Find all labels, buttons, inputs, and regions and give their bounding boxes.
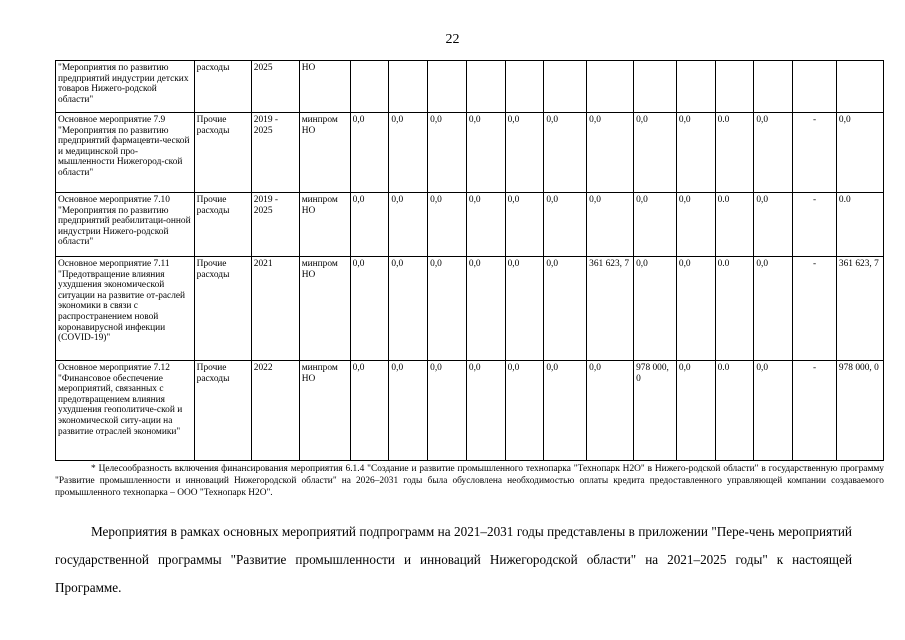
value-cell [466,61,505,113]
value-cell [389,61,428,113]
value-cell: 0,0 [350,113,389,193]
value-cell: 0,0 [544,361,587,461]
value-cell: 0,0 [544,193,587,257]
value-cell: 0.0 [836,193,883,257]
value-cell: 0,0 [505,113,544,193]
value-cell: 0,0 [350,257,389,361]
expense-type-cell: Прочие расходы [194,193,251,257]
page-number: 22 [445,32,460,47]
value-cell: 0,0 [587,193,634,257]
value-cell: 0,0 [428,361,467,461]
value-cell: - [793,113,837,193]
value-cell: 978 000, 0 [634,361,677,461]
value-cell: 0,0 [428,193,467,257]
value-cell: 0,0 [466,193,505,257]
value-cell: 0,0 [676,113,715,193]
value-cell: 0,0 [676,361,715,461]
value-cell: 0,0 [505,193,544,257]
value-cell: 0.0 [715,257,754,361]
activity-name-cell: Основное мероприятие 7.9 "Мероприятия по развитию предприятий фармацевти-ческой и медицинской про-мышленности Нижегород-ской области" [56,113,195,193]
value-cell: 0,0 [389,193,428,257]
table-row [56,361,884,461]
expense-type-cell: Прочие расходы [194,113,251,193]
value-cell: - [793,257,837,361]
value-cell: 361 623, 7 [587,257,634,361]
body-paragraph: Мероприятия в рамках основных мероприятий подпрограмм на 2021–2031 годы представлены в приложении "Пере-чень мероприятий государственной программы "Развитие промышленности и инноваций Нижегородской области" на 2021–2025 годы" к настоящей Программе. [55,524,852,595]
value-cell: 0,0 [754,257,793,361]
value-cell: 0,0 [350,361,389,461]
value-cell: 0.0 [715,113,754,193]
value-cell: 0,0 [587,361,634,461]
value-cell: 0,0 [466,257,505,361]
value-cell: 0,0 [676,257,715,361]
executor-cell: НО [299,61,350,113]
value-cell: 0,0 [505,257,544,361]
years-cell: 2019 - 2025 [251,193,299,257]
value-cell: 361 623, 7 [836,257,883,361]
value-cell: 0,0 [544,113,587,193]
value-cell: 0,0 [466,361,505,461]
activity-name-cell: "Мероприятия по развитию предприятий индустрии детских товаров Нижего-родской области" [56,61,195,113]
value-cell [350,61,389,113]
value-cell [676,61,715,113]
value-cell: 0,0 [634,257,677,361]
value-cell: 0,0 [350,193,389,257]
budget-table [55,60,884,461]
value-cell [428,61,467,113]
value-cell: 0,0 [836,113,883,193]
value-cell: 0,0 [587,113,634,193]
years-cell: 2025 [251,61,299,113]
years-cell: 2021 [251,257,299,361]
expense-type-cell: расходы [194,61,251,113]
executor-cell: минпром НО [299,113,350,193]
activity-name-cell: Основное мероприятие 7.10 "Мероприятия по развитию предприятий реабилитаци-онной индустрии Нижего-родской области" [56,193,195,257]
value-cell: 0,0 [428,257,467,361]
value-cell: 0,0 [389,257,428,361]
years-cell: 2019 - 2025 [251,113,299,193]
table-row [56,257,884,361]
value-cell: 0.0 [715,361,754,461]
value-cell [754,61,793,113]
value-cell: 0,0 [505,361,544,461]
value-cell [634,61,677,113]
value-cell: 0,0 [634,113,677,193]
executor-cell: минпром НО [299,257,350,361]
value-cell: 0,0 [389,361,428,461]
value-cell: 0,0 [466,113,505,193]
value-cell: 0,0 [428,113,467,193]
value-cell: 0,0 [754,113,793,193]
table-row [56,193,884,257]
value-cell [544,61,587,113]
value-cell [836,61,883,113]
value-cell: - [793,193,837,257]
footnote: * Целесообразность включения финансирования мероприятия 6.1.4 "Создание и развитие промышленного технопарка "Технопарк Н2О" в Нижего-родской области" в государственную программу "Развитие промышленности и инноваций Нижегородской области" на 2026–2031 годы была обусловлена необходимостью оплаты кредита предоставленного управляющей компании создаваемого промышленного технопарка – ООО "Технопарк Н2О". [55,464,884,498]
years-cell: 2022 [251,361,299,461]
value-cell [715,61,754,113]
value-cell: 0,0 [544,257,587,361]
table-row [56,61,884,113]
value-cell: 978 000, 0 [836,361,883,461]
value-cell: 0,0 [754,361,793,461]
executor-cell: минпром НО [299,361,350,461]
executor-cell: минпром НО [299,193,350,257]
value-cell: 0.0 [715,193,754,257]
expense-type-cell: Прочие расходы [194,361,251,461]
value-cell [505,61,544,113]
table-row [56,113,884,193]
value-cell: 0,0 [754,193,793,257]
value-cell: 0,0 [676,193,715,257]
value-cell: 0,0 [634,193,677,257]
activity-name-cell: Основное мероприятие 7.11 "Предотвращение влияния ухудшения экономической ситуации на развитие от-раслей экономики в связи с распространением новой коронавирусной инфекции (COVID-19)" [56,257,195,361]
expense-type-cell: Прочие расходы [194,257,251,361]
activity-name-cell: Основное мероприятие 7.12 "Финансовое обеспечение мероприятий, связанных с предотвращением влияния ухудшения геополитиче-ской и экономической ситу-ации на развитие отраслей экономики" [56,361,195,461]
value-cell: 0,0 [389,113,428,193]
value-cell: - [793,361,837,461]
value-cell [793,61,837,113]
value-cell [587,61,634,113]
